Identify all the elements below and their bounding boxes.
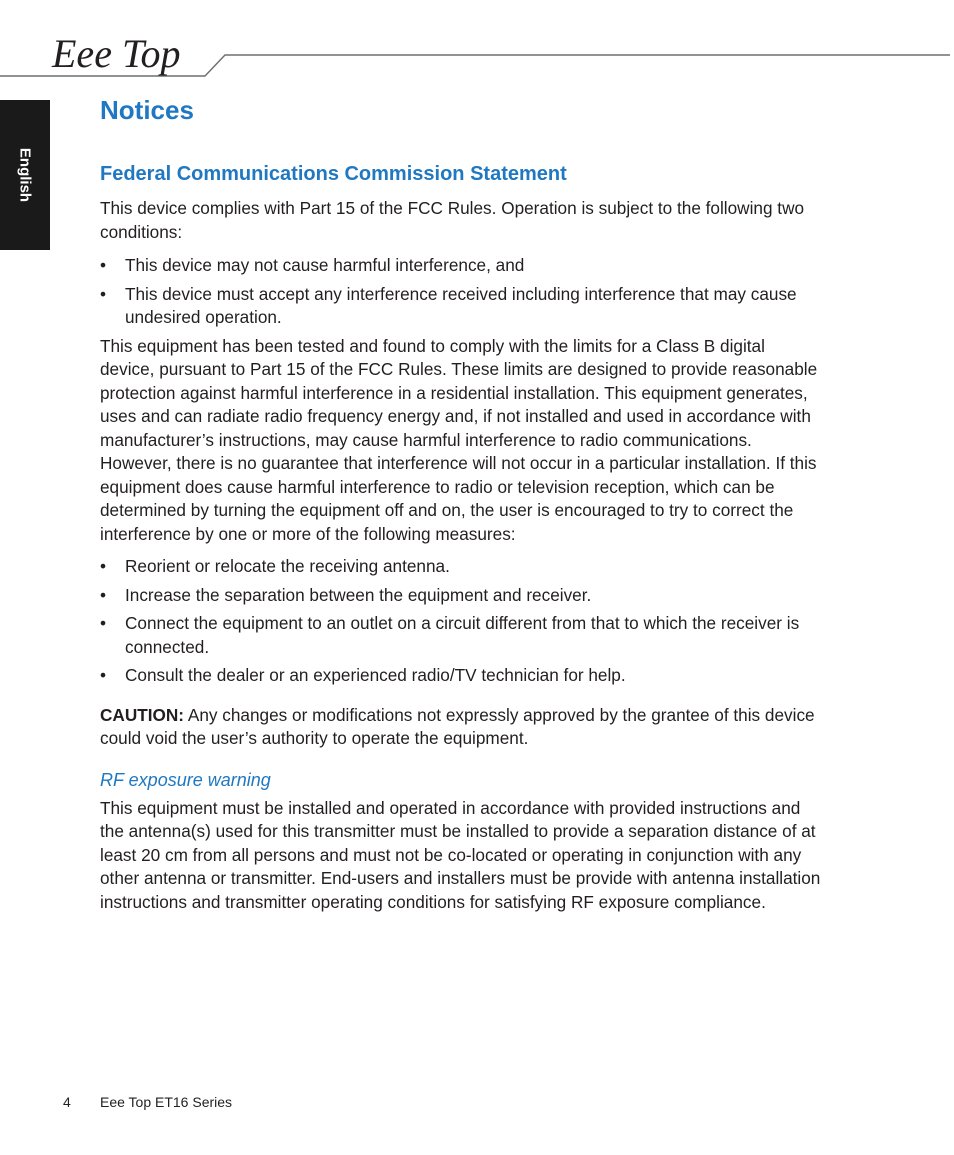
rf-paragraph: This equipment must be installed and operated in accordance with provided instructions and the antenna(s) used for this transmitter must be installed to provide a separation distance of at least 20 cm from all persons and must not be co-located or operating in conjunction with any other antenna or transmitter. End-users and installers must be provide with antenna installation instructions and transmitter operating conditions for satisfying RF exposure compliance. (100, 797, 821, 912)
measures-list (100, 555, 822, 688)
conditions-list (100, 254, 822, 330)
compliance-paragraph: This equipment has been tested and found to comply with the limits for a Class B digital device, pursuant to Part 15 of the FCC Rules. These limits are designed to provide reasonable protection against harmful interference in a residential installation. This equipment generates, uses and can radiate radio frequency energy and, if not installed and used in accordance with manufacturer’s instructions, may cause harmful interference to radio communications. However, there is no guarantee that interference will not occur in a particular installation. If this equipment does cause harmful interference to radio or television reception, which can be determined by turning the equipment off and on, the user is encouraged to try to correct the interference by one or more of the following measures: (100, 335, 818, 544)
bullet: • (100, 613, 107, 633)
bullet: • (100, 255, 107, 275)
list-item: • Connect the equipment to an outlet on a circuit different from that to which the receiver is connected. (100, 613, 800, 657)
caution-paragraph (100, 704, 822, 751)
bullet: • (100, 665, 107, 685)
language-label: English (16, 147, 34, 203)
list-item: • This device must accept any interference received including interference that may cause undesired operation. (100, 283, 797, 327)
eee-top-logo: Eee Top (52, 31, 181, 76)
caution-text: Any changes or modifications not expressly approved by the grantee of this device could void the user’s authority to operate the equipment. (100, 704, 815, 748)
footer-product: Eee Top ET16 Series (100, 1094, 233, 1110)
caution-label: CAUTION: (100, 704, 185, 725)
page-number: 4 (63, 1094, 71, 1110)
page-title: Notices (100, 95, 194, 125)
rf-heading: RF exposure warning (100, 769, 271, 790)
list-item: • Consult the dealer or an experienced radio/TV technician for help. (100, 664, 822, 688)
bullet: • (100, 283, 107, 304)
list-item: • Increase the separation between the equipment and receiver. (100, 584, 822, 608)
bullet: • (100, 556, 107, 576)
list-item: • This device may not cause harmful interference, and (100, 254, 822, 278)
list-item: • Reorient or relocate the receiving antenna. (100, 555, 822, 579)
page-content (100, 92, 822, 914)
fcc-heading: Federal Communications Commission Statement (100, 163, 567, 185)
language-side-tab (0, 100, 50, 250)
fcc-intro: This device complies with Part 15 of the FCC Rules. Operation is subject to the following two conditions: (100, 198, 805, 242)
bullet: • (100, 584, 107, 605)
